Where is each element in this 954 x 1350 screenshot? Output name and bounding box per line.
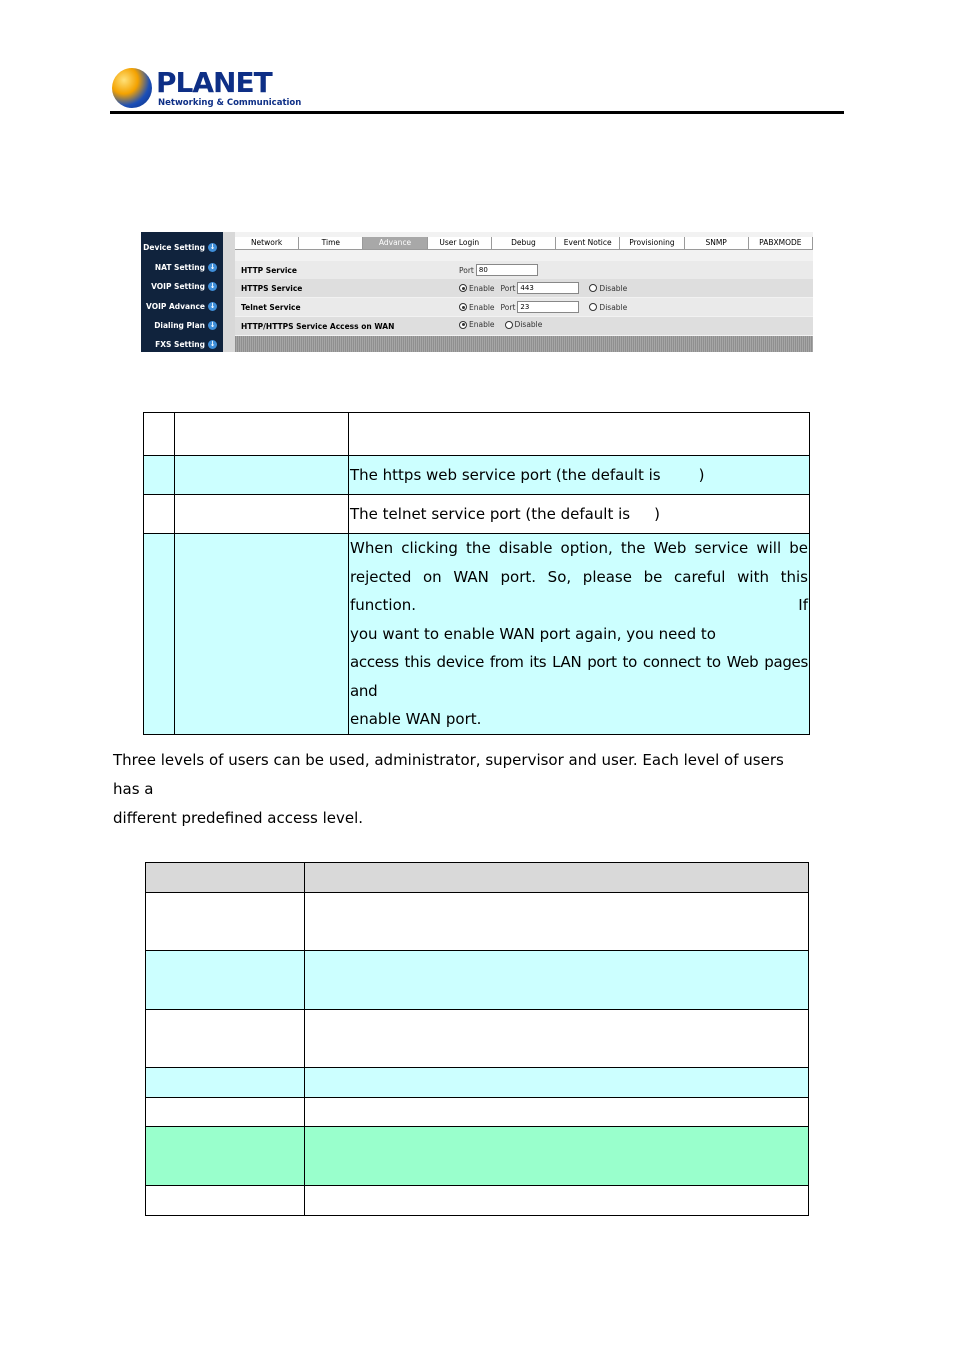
wan-enable-radio[interactable] (459, 321, 467, 329)
http-service-label: HTTP Service (241, 266, 297, 275)
nav-item-voip-advance[interactable]: VOIP Advance ↓ (146, 302, 216, 311)
user-levels-paragraph: Three levels of users can be used, administrator, supervisor and user. Each level of users has a different predefined access level. (113, 751, 784, 827)
table-row (146, 1127, 809, 1186)
enable-label: Enable (469, 283, 495, 293)
user-levels-table (145, 862, 809, 1216)
http-port-input[interactable]: 80 (476, 264, 538, 276)
https-service-row (235, 279, 813, 297)
table-row (144, 534, 810, 735)
tab-advance[interactable]: Advance (363, 237, 427, 249)
table-row (146, 1186, 809, 1216)
tab-network[interactable]: Network (235, 237, 299, 249)
tab-snmp[interactable]: SNMP (685, 237, 749, 249)
panel-footer-bar (235, 336, 813, 352)
nav-item-dialing-plan[interactable]: Dialing Plan ↓ (154, 321, 216, 330)
port-label: Port (500, 283, 516, 293)
telnet-port-input[interactable]: 23 (517, 301, 579, 313)
https-port-input[interactable]: 443 (517, 282, 579, 294)
wan-access-description: When clicking the disable option, the Web service will be rejected on WAN port. So, please be careful with this function. If you want to enable WAN port again, you need to access this device from its LAN port to connect to Web pages and enable WAN port. (349, 534, 810, 735)
planet-logo (112, 66, 302, 110)
table-row (144, 495, 810, 534)
arrow-down-icon: ↓ (209, 340, 216, 348)
http-service-row (235, 261, 813, 279)
nav-separator (223, 232, 235, 352)
https-service-label: HTTPS Service (241, 284, 303, 293)
telnet-disable-radio[interactable] (589, 303, 597, 311)
header-divider (110, 111, 844, 114)
wan-disable-radio[interactable] (505, 321, 513, 329)
disable-label: Disable (599, 283, 628, 293)
nav-item-device-setting[interactable]: Device Setting ↓ (143, 243, 216, 252)
telnet-service-label: Telnet Service (241, 303, 301, 312)
tab-pabxmode[interactable]: PABXMODE (749, 237, 813, 249)
globe-logo-icon (112, 68, 152, 108)
table-row (144, 456, 810, 495)
https-description: The https web service port (the default is ) (349, 456, 810, 495)
telnet-enable-radio[interactable] (459, 303, 467, 311)
disable-label: Disable (599, 302, 628, 312)
tab-event-notice[interactable]: Event Notice (556, 237, 620, 249)
table-row (146, 893, 809, 951)
https-enable-radio[interactable] (459, 284, 467, 292)
https-disable-radio[interactable] (589, 284, 597, 292)
logo-wordmark: PLANET (156, 66, 272, 99)
logo-tagline: Networking & Communication (158, 98, 302, 108)
enable-label: Enable (469, 302, 495, 312)
arrow-down-icon: ↓ (209, 282, 216, 290)
arrow-down-icon: ↓ (209, 321, 216, 329)
table-row (146, 1098, 809, 1127)
side-navigation (141, 232, 223, 352)
enable-label: Enable (469, 320, 495, 329)
table-row (146, 1010, 809, 1068)
wan-access-row (235, 317, 813, 335)
tab-time[interactable]: Time (299, 237, 363, 249)
port-label: Port (500, 302, 516, 312)
nav-item-fxs-setting[interactable]: FXS Setting ↓ (155, 340, 216, 349)
arrow-down-icon: ↓ (209, 243, 216, 251)
disable-label: Disable (514, 320, 543, 329)
table-header-row (146, 863, 809, 893)
arrow-down-icon: ↓ (209, 263, 216, 271)
table-row (146, 951, 809, 1010)
table-row (144, 413, 810, 456)
nav-item-voip-setting[interactable]: VOIP Setting ↓ (151, 282, 216, 291)
port-label: Port (459, 265, 474, 275)
settings-tabs (235, 237, 813, 250)
telnet-description: The telnet service port (the default is ) (349, 495, 810, 534)
advance-settings-screenshot (141, 232, 813, 352)
tab-provisioning[interactable]: Provisioning (620, 237, 684, 249)
arrow-down-icon: ↓ (209, 302, 216, 310)
nav-item-nat-setting[interactable]: NAT Setting ↓ (154, 263, 216, 272)
wan-access-label: HTTP/HTTPS Service Access on WAN (241, 322, 395, 331)
service-description-table (143, 412, 810, 735)
table-row (146, 1068, 809, 1098)
tab-user-login[interactable]: User Login (428, 237, 492, 249)
telnet-service-row (235, 298, 813, 316)
tab-debug[interactable]: Debug (492, 237, 556, 249)
